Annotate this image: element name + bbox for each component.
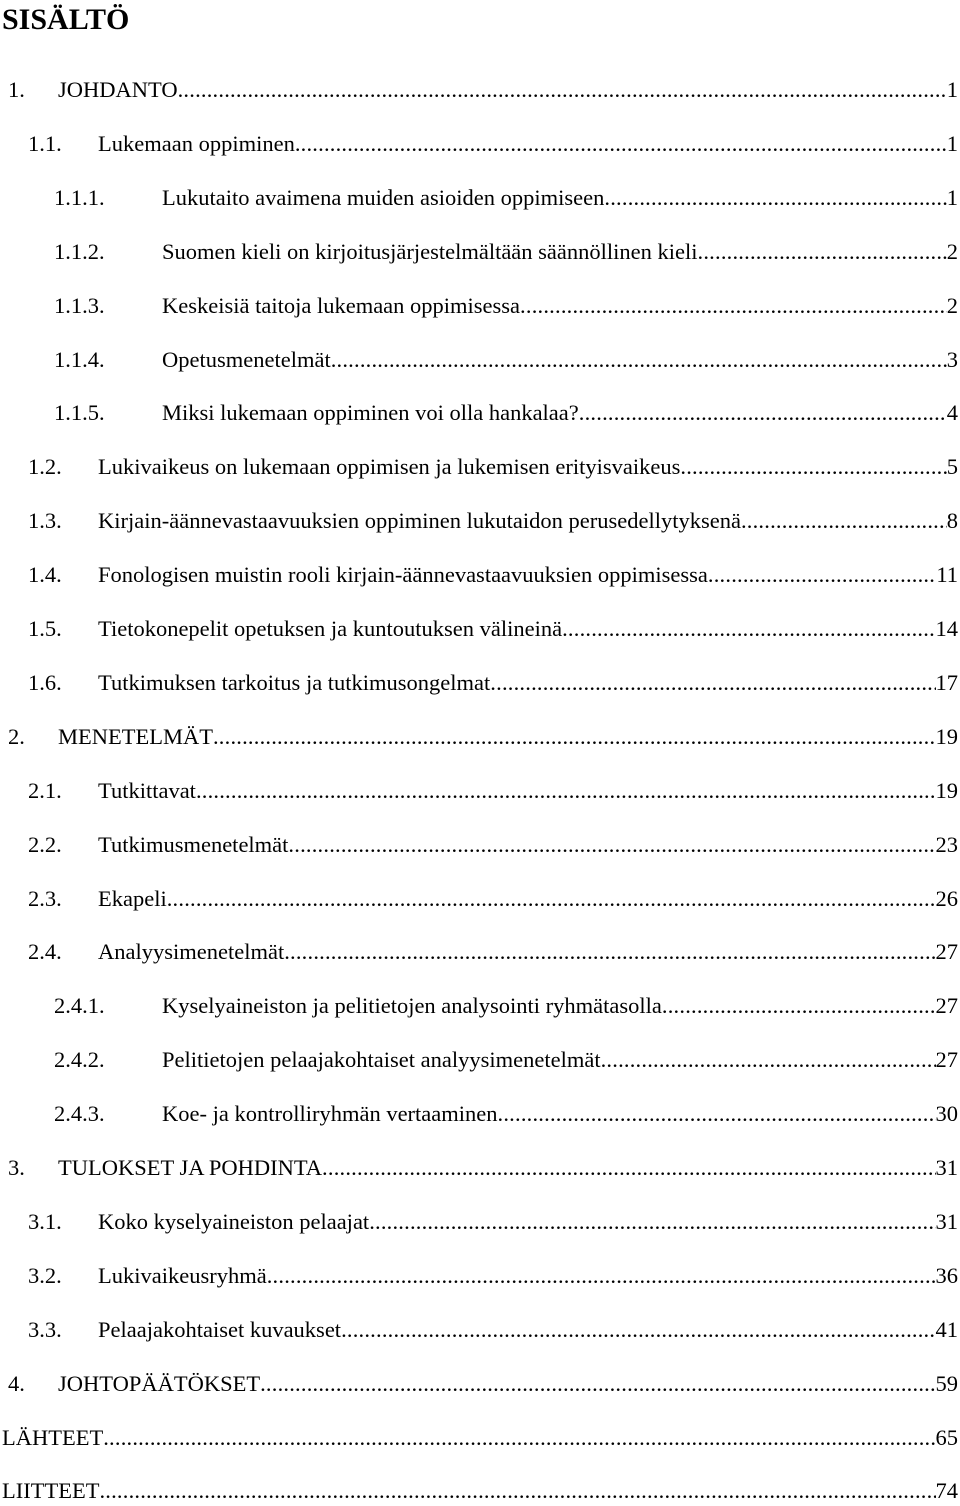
- toc-entry-title: LIITTEET: [2, 1476, 99, 1506]
- toc-entry-page: 2: [947, 237, 960, 267]
- dot-leader: [498, 1099, 936, 1129]
- toc-entry-number: 1.4.: [28, 560, 98, 590]
- dot-leader: [698, 237, 947, 267]
- toc-entry-title: TULOKSET JA POHDINTA: [58, 1153, 322, 1183]
- dot-leader: [341, 1315, 935, 1345]
- toc-entry-page: 3: [947, 345, 960, 375]
- dot-leader: [579, 398, 947, 428]
- toc-entry-page: 14: [936, 614, 960, 644]
- toc-entry[interactable]: [0, 722, 960, 752]
- toc-entry-page: 19: [936, 722, 960, 752]
- toc-entry-page: 41: [936, 1315, 960, 1345]
- toc-entry-title: Kirjain-äännevastaavuuksien oppiminen lukutaidon perusedellytyksenä: [98, 506, 741, 536]
- dot-leader: [708, 560, 936, 590]
- dot-leader: [267, 1261, 936, 1291]
- toc-entry-number: 2.3.: [28, 884, 98, 914]
- toc-entry-title: Fonologisen muistin rooli kirjain-äännevastaavuuksien oppimisessa: [98, 560, 708, 590]
- toc-entry-page: 8: [947, 506, 960, 536]
- dot-leader: [178, 75, 947, 105]
- toc-entry-title: Tutkimuksen tarkoitus ja tutkimusongelmat: [98, 668, 490, 698]
- toc-entry[interactable]: [0, 1476, 960, 1506]
- toc-entry-number: 2.1.: [28, 776, 98, 806]
- toc-entry-number: 2.4.3.: [54, 1099, 162, 1129]
- toc-entry[interactable]: [0, 1045, 960, 1075]
- toc-entry[interactable]: [0, 1261, 960, 1291]
- toc-entry-page: 23: [936, 830, 960, 860]
- dot-leader: [167, 884, 936, 914]
- toc-entry-page: 4: [947, 398, 960, 428]
- dot-leader: [322, 1153, 935, 1183]
- toc-entry-title: JOHTOPÄÄTÖKSET: [58, 1369, 260, 1399]
- toc-entry-page: 27: [936, 937, 960, 967]
- toc-entry-title: Lukutaito avaimena muiden asioiden oppimiseen: [162, 183, 604, 213]
- toc-entry-title: Pelitietojen pelaajakohtaiset analyysimenetelmät: [162, 1045, 601, 1075]
- toc-entry-page: 17: [936, 668, 960, 698]
- toc-entry[interactable]: [0, 291, 960, 321]
- dot-leader: [260, 1369, 935, 1399]
- toc-entry-number: 2.: [8, 722, 58, 752]
- dot-leader: [490, 668, 935, 698]
- toc-entry-title: Ekapeli: [98, 884, 167, 914]
- toc-entry-title: Koko kyselyaineiston pelaajat: [98, 1207, 369, 1237]
- toc-entry[interactable]: [0, 1207, 960, 1237]
- toc-entry-title: JOHDANTO: [58, 75, 178, 105]
- toc-entry-number: 1.1.1.: [54, 183, 162, 213]
- toc-entry-title: MENETELMÄT: [58, 722, 213, 752]
- dot-leader: [103, 1423, 935, 1453]
- dot-leader: [213, 722, 936, 752]
- toc-entry[interactable]: [0, 1369, 960, 1399]
- toc-entry-number: 1.: [8, 75, 58, 105]
- toc-entry-number: 4.: [8, 1369, 58, 1399]
- toc-entry-number: 1.1.2.: [54, 237, 162, 267]
- toc-entry-title: Keskeisiä taitoja lukemaan oppimisessa: [162, 291, 520, 321]
- toc-entry-page: 2: [947, 291, 960, 321]
- toc-entry-number: 3.2.: [28, 1261, 98, 1291]
- toc-entry[interactable]: [0, 560, 960, 590]
- toc-entry-title: Suomen kieli on kirjoitusjärjestelmältään säännöllinen kieli: [162, 237, 698, 267]
- dot-leader: [284, 937, 935, 967]
- dot-leader: [562, 614, 935, 644]
- toc-entry-page: 1: [947, 75, 960, 105]
- toc-entry-number: 2.2.: [28, 830, 98, 860]
- toc-entry[interactable]: [0, 1315, 960, 1345]
- toc-entry[interactable]: [0, 75, 960, 105]
- dot-leader: [331, 345, 947, 375]
- toc-entry[interactable]: [0, 183, 960, 213]
- dot-leader: [741, 506, 947, 536]
- toc-entry-number: 1.6.: [28, 668, 98, 698]
- toc-entry-number: 1.1.5.: [54, 398, 162, 428]
- toc-entry[interactable]: [0, 1423, 960, 1453]
- toc-entry-number: 2.4.2.: [54, 1045, 162, 1075]
- dot-leader: [604, 183, 946, 213]
- toc-entry[interactable]: [0, 776, 960, 806]
- toc-entry-page: 74: [936, 1476, 960, 1506]
- toc-entry-page: 36: [936, 1261, 960, 1291]
- dot-leader: [680, 452, 946, 482]
- toc-entry[interactable]: [0, 237, 960, 267]
- dot-leader: [520, 291, 947, 321]
- dot-leader: [662, 991, 936, 1021]
- toc-entry-page: 27: [936, 991, 960, 1021]
- toc-entry-number: 1.1.4.: [54, 345, 162, 375]
- page-title: SISÄLTÖ: [2, 2, 129, 38]
- toc-entry-page: 65: [936, 1423, 960, 1453]
- toc-entry-number: 1.1.: [28, 129, 98, 159]
- toc-entry[interactable]: [0, 830, 960, 860]
- toc-entry-page: 11: [936, 560, 960, 590]
- toc-entry-number: 2.4.1.: [54, 991, 162, 1021]
- toc-entry[interactable]: [0, 1099, 960, 1129]
- toc-entry-title: Kyselyaineiston ja pelitietojen analysointi ryhmätasolla: [162, 991, 662, 1021]
- toc-entry-title: Tietokonepelit opetuksen ja kuntoutuksen välineinä: [98, 614, 562, 644]
- toc-entry-title: Lukivaikeusryhmä: [98, 1261, 267, 1291]
- toc-entry[interactable]: [0, 1153, 960, 1183]
- toc-entry-page: 30: [936, 1099, 960, 1129]
- toc-entry[interactable]: [0, 506, 960, 536]
- toc-entry-title: Tutkittavat: [98, 776, 196, 806]
- toc-entry-title: LÄHTEET: [2, 1423, 103, 1453]
- toc-entry[interactable]: [0, 129, 960, 159]
- dot-leader: [369, 1207, 935, 1237]
- toc-entry-title: Lukivaikeus on lukemaan oppimisen ja lukemisen erityisvaikeus: [98, 452, 680, 482]
- toc-entry-page: 5: [947, 452, 960, 482]
- toc-entry-title: Koe- ja kontrolliryhmän vertaaminen: [162, 1099, 498, 1129]
- toc-entry-title: Tutkimusmenetelmät: [98, 830, 288, 860]
- toc-entry-number: 1.1.3.: [54, 291, 162, 321]
- toc-entry-number: 1.2.: [28, 452, 98, 482]
- dot-leader: [196, 776, 936, 806]
- toc-entry-title: Miksi lukemaan oppiminen voi olla hankalaa?: [162, 398, 579, 428]
- toc-entry[interactable]: [0, 884, 960, 914]
- dot-leader: [601, 1045, 936, 1075]
- toc-entry-title: Opetusmenetelmät: [162, 345, 331, 375]
- toc-entry[interactable]: [0, 937, 960, 967]
- toc-entry-title: Analyysimenetelmät: [98, 937, 284, 967]
- toc-entry[interactable]: [0, 668, 960, 698]
- toc-entry-number: 1.3.: [28, 506, 98, 536]
- toc-entry-page: 27: [936, 1045, 960, 1075]
- toc-entry-number: 3.: [8, 1153, 58, 1183]
- dot-leader: [295, 129, 947, 159]
- toc-entry-number: 3.3.: [28, 1315, 98, 1345]
- toc-entry-page: 19: [936, 776, 960, 806]
- toc-entry[interactable]: [0, 398, 960, 428]
- toc-entry-title: Lukemaan oppiminen: [98, 129, 295, 159]
- toc-entry-page: 31: [936, 1207, 960, 1237]
- toc-entry[interactable]: [0, 991, 960, 1021]
- toc-entry-page: 1: [947, 129, 960, 159]
- toc-entry-page: 26: [936, 884, 960, 914]
- toc-entry-page: 1: [947, 183, 960, 213]
- dot-leader: [288, 830, 935, 860]
- toc-entry-number: 3.1.: [28, 1207, 98, 1237]
- toc-entry-number: 1.5.: [28, 614, 98, 644]
- toc-entry[interactable]: [0, 614, 960, 644]
- toc-entry-page: 59: [936, 1369, 960, 1399]
- toc-entry-number: 2.4.: [28, 937, 98, 967]
- toc-entry[interactable]: [0, 452, 960, 482]
- dot-leader: [99, 1476, 935, 1506]
- toc-entry[interactable]: [0, 345, 960, 375]
- toc-entry-title: Pelaajakohtaiset kuvaukset: [98, 1315, 341, 1345]
- toc-entry-page: 31: [936, 1153, 960, 1183]
